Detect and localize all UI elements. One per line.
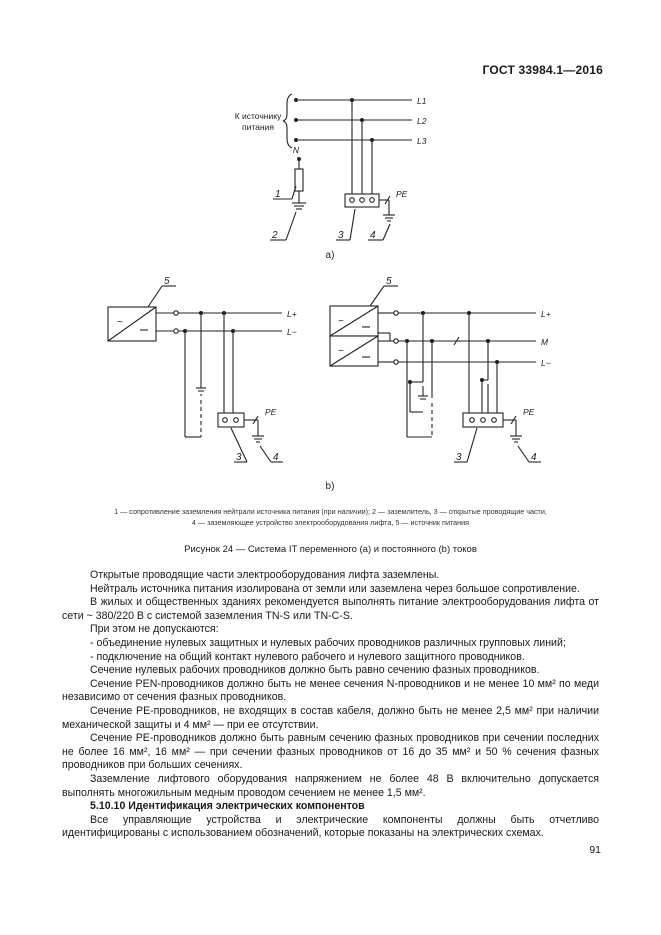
line-label-l2: L2 xyxy=(417,116,427,126)
svg-text:~: ~ xyxy=(338,346,344,357)
paragraph: Сечение нулевых рабочих проводников должно быть равно сечению фазных проводников. xyxy=(90,664,540,677)
source-label-line2: питания xyxy=(242,122,274,132)
legend-line-2: 4 — заземляющее устройство электрооборудования лифта, 5 — источник питания xyxy=(191,518,470,527)
paragraph: Все управляющие устройства и электрические компоненты должны быть отчетливо идентифицированы с использованием обозначений, которые показаны на электрических схемах. xyxy=(62,813,599,840)
callout-3-right: 3 xyxy=(456,452,462,463)
sublabel-a: a) xyxy=(325,250,335,261)
callout-4-right: 4 xyxy=(531,452,537,463)
paragraph: При этом не допускаются: xyxy=(90,623,219,636)
pe-label-a: PE xyxy=(396,189,408,199)
page-number: 91 xyxy=(589,844,601,856)
right-line-lplus: L+ xyxy=(541,309,551,319)
left-line-lminus: L− xyxy=(287,327,297,337)
list-item: - объединение нулевых защитных и нулевых рабочих проводников различных групповых линий; xyxy=(90,636,566,649)
diagram-b-right xyxy=(330,276,551,463)
right-line-m: M xyxy=(541,337,549,347)
paragraph: Нейтраль источника питания изолирована от земли или заземлена через большое сопротивление. xyxy=(90,582,580,595)
svg-text:~: ~ xyxy=(117,317,123,328)
line-label-l1: L1 xyxy=(417,96,427,106)
pe-label-b-right: PE xyxy=(523,407,535,417)
pe-label-b-left: PE xyxy=(265,407,277,417)
paragraph: Заземление лифтового оборудования напряжением не более 48 В включительно допускается выполнять многожильным медным проводом сечением не менее 1,5 мм². xyxy=(62,772,599,799)
line-label-l3: L3 xyxy=(417,136,427,146)
paragraph: В жилых и общественных зданиях рекомендуется выполнять питание электрооборудования лифта от сети ~ 380/220 В с системой заземления TN-S или TN-C-S. xyxy=(62,596,599,622)
right-line-lminus: L− xyxy=(541,358,551,368)
document-standard-header: ГОСТ 33984.1—2016 xyxy=(482,63,603,77)
callout-4-left: 4 xyxy=(273,452,279,463)
figure-legend xyxy=(60,506,601,528)
sublabel-b: b) xyxy=(325,481,335,492)
callout-5-right: 5 xyxy=(386,276,392,287)
body-text xyxy=(62,569,599,841)
paragraph: Сечение PE-проводников должно быть равным сечению фазных проводников при сечении последних не более 16 мм², 16 мм² — при сечении фазных проводников от 16 до 35 мм² и 50 % сечения фазных проводников при больших сечениях. xyxy=(62,732,599,772)
callout-4: 4 xyxy=(370,230,376,241)
callout-3-left: 3 xyxy=(236,452,242,463)
callout-1: 1 xyxy=(275,189,281,200)
left-line-lplus: L+ xyxy=(287,309,297,319)
figure-caption: Рисунок 24 — Система IT переменного (a) и постоянного (b) токов xyxy=(184,544,477,555)
section-heading: 5.10.10 Идентификация электрических компонентов xyxy=(90,800,365,813)
neutral-label: N xyxy=(292,145,300,155)
legend-line-1: 1 — сопротивление заземления нейтрали источника питания (при наличии); 2 — заземлитель, 3 — открытые проводящие части, xyxy=(114,507,547,516)
svg-text:~: ~ xyxy=(338,316,344,327)
callout-3: 3 xyxy=(338,230,344,241)
paragraph: Открытые проводящие части электрооборудования лифта заземлены. xyxy=(90,569,440,581)
resistor-1 xyxy=(295,169,303,191)
diagram-b-left xyxy=(108,276,297,463)
callout-5-left: 5 xyxy=(164,276,170,287)
list-item: - подключение на общий контакт нулевого рабочего и нулевого защитного проводников. xyxy=(90,650,525,663)
diagram-a xyxy=(235,94,427,261)
callout-2: 2 xyxy=(272,230,278,241)
paragraph: Сечение PEN-проводников должно быть не менее сечения N-проводников и не менее 10 мм² по меди независимо от сечения фазных проводников. xyxy=(62,677,599,704)
exposed-parts-terminal-b-left xyxy=(218,413,244,427)
source-label-line1: К источнику xyxy=(234,111,282,121)
paragraph: Сечение PE-проводников, не входящих в состав кабеля, должно быть не менее 2,5 мм² при наличии механической защиты и 4 мм² — при ее отсутствии. xyxy=(62,704,599,731)
